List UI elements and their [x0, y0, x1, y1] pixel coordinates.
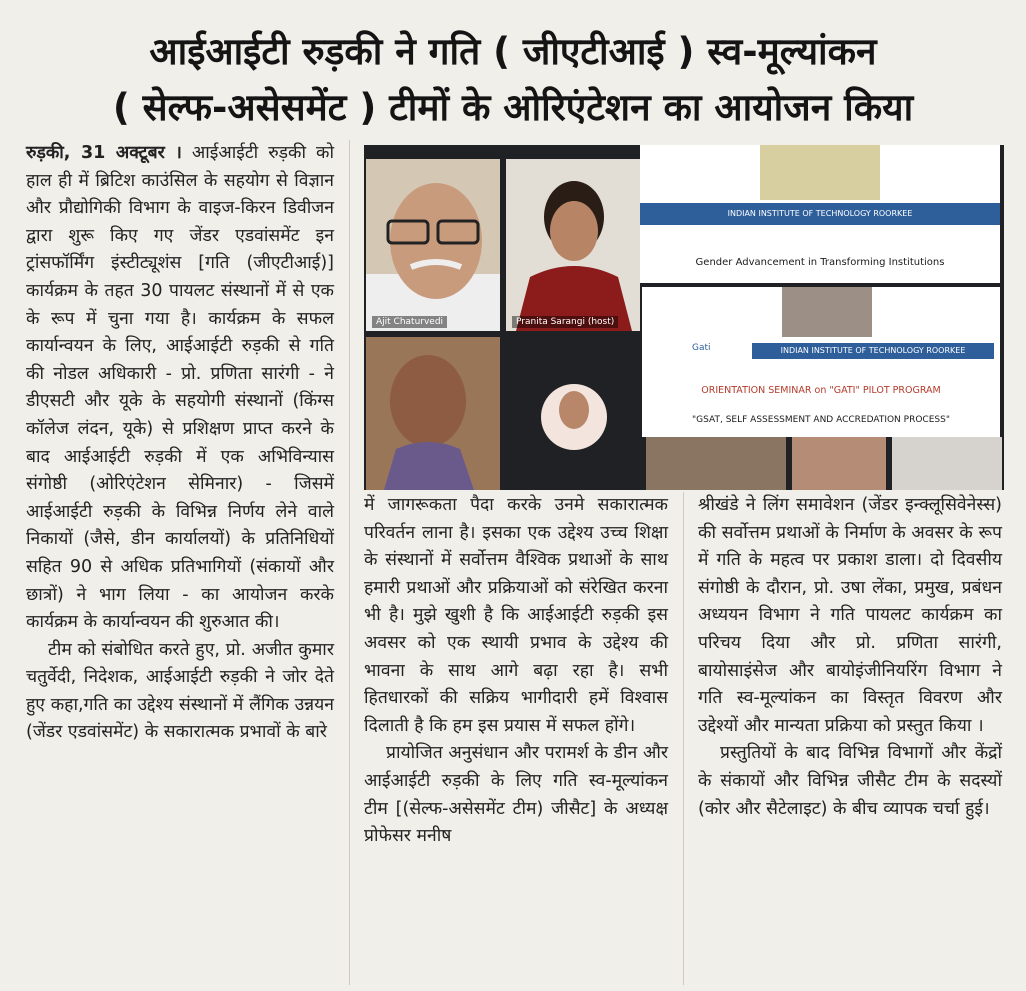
slide-text: Gender Advancement in Transforming Institutions — [695, 257, 945, 268]
video-tile — [892, 437, 1002, 490]
video-tile — [366, 159, 500, 331]
person-image — [506, 159, 640, 331]
paragraph: प्रायोजित अनुसंधान और परामर्श के डीन और आईआईटी रुड़की के लिए गति स्व-मूल्यांकन टीम [(सेल्फ-असेसमेंट टीम) जीसैट] के अध्यक्ष प्रोफेसर मनीष — [364, 743, 668, 847]
news-photo — [364, 145, 1004, 490]
slide-subtitle: "GSAT, SELF ASSESSMENT AND ACCREDATION PROCESS" — [692, 415, 950, 425]
slide-title: ORIENTATION SEMINAR on "GATI" PILOT PROGRAM — [701, 385, 941, 396]
headline-line-1: आईआईटी रुड़की ने गति ( जीएटीआई ) स्व-मूल्यांकन — [149, 30, 877, 73]
headline-line-2: ( सेल्फ-असेसमेंट ) टीमों के ओरिएंटेशन का आयोजन किया — [112, 86, 914, 129]
column-rule — [683, 492, 684, 985]
video-name-tag: Pranita Sarangi (host) — [512, 316, 618, 328]
presentation-screen — [640, 145, 1000, 283]
slide-video-inset — [760, 145, 880, 200]
slide-header: INDIAN INSTITUTE OF TECHNOLOGY ROORKEE — [752, 343, 994, 359]
video-name-tag: Ajit Chaturvedi — [372, 316, 447, 328]
slide-logo: Gati — [692, 343, 711, 353]
paragraph: टीम को संबोधित करते हुए, प्रो. अजीत कुमार चतुर्वेदी, निदेशक, आईआईटी रुड़की ने जोर देते हुए कहा,गति का उद्देश्य संस्थानों में लैंगिक उन्नयन (जेंडर एडवांसमेंट) के सकारात्मक प्रभावों के बारे — [26, 639, 334, 743]
paragraph-text: आईआईटी रुड़की को हाल ही में ब्रिटिश काउंसिल के सहयोग से विज्ञान और प्रौद्योगिकी विभाग के वाइज-किरन डिवीजन द्वारा शुरू किए गए जेंडर एडवांसमेंट इन ट्रांसफॉर्मिंग इंस्टीट्यूशंस [गति (जीएटीआई)] कार्यक्रम के तहत 30 पायलट संस्थानों में से एक के रूप में चुना गया है। कार्यक्रम के सफल कार्यान्वयन के लिए, आईआईटी रुड़की से गति की नोडल अधिकारी - प्रो. प्रणिता सारंगी - ने डीएसटी और यूके के सहयोगी संस्थानों (किंग्स कॉलेज लंदन, यूके) से प्रशिक्षण प्राप्त करने के बाद आईआईटी रुड़की में एक अभिविन्यास संगोष्ठी (ओरिएंटेशन सेमिनार) - जिसमें आईआईटी रुड़की के विभिन्न निर्णय लेने वाले निकायों (जैसे, डीन कार्यालयों) के प्रतिनिधियों सहित 90 से अधिक प्रतिभागियों (संकायों और छात्रों) ने भाग लिया - का आयोजन करके कार्यक्रम के कार्यान्वयन की शुरुआत की। — [26, 143, 334, 633]
slide-video-inset — [782, 287, 872, 337]
article-column-1 — [26, 140, 334, 747]
presentation-screen — [642, 287, 1000, 437]
paragraph: में जागरूकता पैदा करके उनमे सकारात्मक परिवर्तन लाना है। इसका एक उद्देश्य उच्च शिक्षा के संस्थानों में सर्वोत्तम वैश्विक प्रथाओं के साथ हमारी प्रथाओं और प्रक्रियाओं को संरेखित करना भी है। मुझे खुशी है कि आईआईटी रुड़की इस अवसर को एक स्थायी प्रभाव के उद्देश्य की भावना के साथ आगे बढ़ा रहा है। सभी हितधारकों की सक्रिय भागीदारी हमें विश्वास दिलाती है कि हम इस प्रयास में सफल होंगे। — [364, 495, 668, 736]
slide-header: INDIAN INSTITUTE OF TECHNOLOGY ROORKEE — [640, 203, 1000, 225]
person-image — [366, 159, 500, 331]
video-tile — [646, 437, 786, 490]
paragraph: प्रस्तुतियों के बाद विभिन्न विभागों और केंद्रों के संकायों और विभिन्न जीसैट टीम के सदस्यों (कोर और सैटेलाइट) के बीच व्यापक चर्चा हुई। — [698, 743, 1002, 819]
article-column-2 — [364, 492, 668, 851]
video-tile — [792, 437, 886, 490]
article-column-3 — [698, 492, 1002, 823]
paragraph — [26, 140, 334, 637]
column-rule — [349, 140, 350, 985]
headline — [0, 24, 1026, 136]
dateline: रुड़की, 31 अक्टूबर । — [26, 143, 182, 163]
avatar — [506, 337, 640, 490]
video-tile — [506, 159, 640, 331]
person-image — [366, 337, 500, 490]
paragraph: श्रीखंडे ने लिंग समावेशन (जेंडर इन्क्लूसिवेनेस्स) की सर्वोत्तम प्रथाओं के निर्माण के अवसर के रूप में गति के महत्व पर प्रकाश डाला। दो दिवसीय संगोष्ठी के दौरान, प्रो. उषा लेंका, प्रमुख, प्रबंधन अध्ययन विभाग ने गति पायलट कार्यक्रम का परिचय दिया और प्रो. प्रणिता सारंगी, बायोसाइंसेज और बायोइंजीनियरिंग विभाग ने गति स्व-मूल्यांकन का विस्तृत विवरण और उद्देश्यों और मान्यता प्रक्रिया को प्रस्तुत किया । — [698, 495, 1002, 736]
video-tile — [366, 337, 500, 490]
video-tile — [506, 337, 640, 490]
